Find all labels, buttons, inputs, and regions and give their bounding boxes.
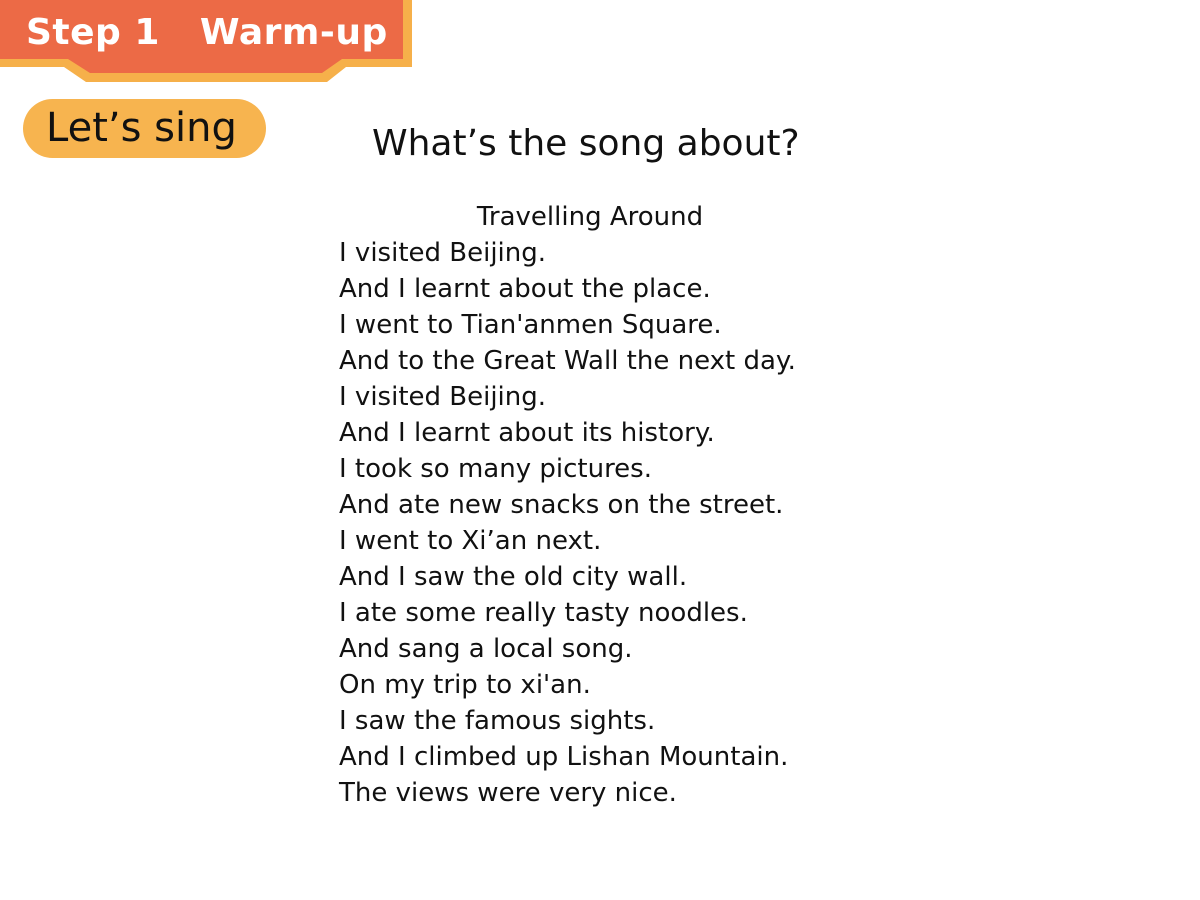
lyric-line: On my trip to xi'an. <box>339 670 591 700</box>
lyric-line: I took so many pictures. <box>339 454 652 484</box>
lyric-line: The views were very nice. <box>339 778 677 808</box>
lyric-line: I ate some really tasty noodles. <box>339 598 748 628</box>
step-title: Warm-up <box>199 12 388 53</box>
lyric-line: And sang a local song. <box>339 634 633 664</box>
lyric-line: I visited Beijing. <box>339 238 547 268</box>
step-banner <box>0 0 412 84</box>
step-label: Step 1 <box>26 12 160 53</box>
lyric-line: I saw the famous sights. <box>339 706 656 736</box>
lyric-line: And ate new snacks on the street. <box>339 490 784 520</box>
lyric-line: I went to Xi’an next. <box>339 526 602 556</box>
lyric-line: And to the Great Wall the next day. <box>339 346 796 376</box>
lyric-line: And I climbed up Lishan Mountain. <box>339 742 789 772</box>
song-lyrics <box>339 235 796 811</box>
lyric-line: And I learnt about the place. <box>339 274 711 304</box>
step-heading <box>26 8 388 58</box>
page-question: What’s the song about? <box>372 123 800 164</box>
lyric-line: And I saw the old city wall. <box>339 562 688 592</box>
song-title: Travelling Around <box>476 202 704 232</box>
lyric-line: I visited Beijing. <box>339 382 547 412</box>
lyric-line: And I learnt about its history. <box>339 418 715 448</box>
lyric-line: I went to Tian'anmen Square. <box>339 310 722 340</box>
section-tag-label: Let’s sing <box>46 105 237 151</box>
